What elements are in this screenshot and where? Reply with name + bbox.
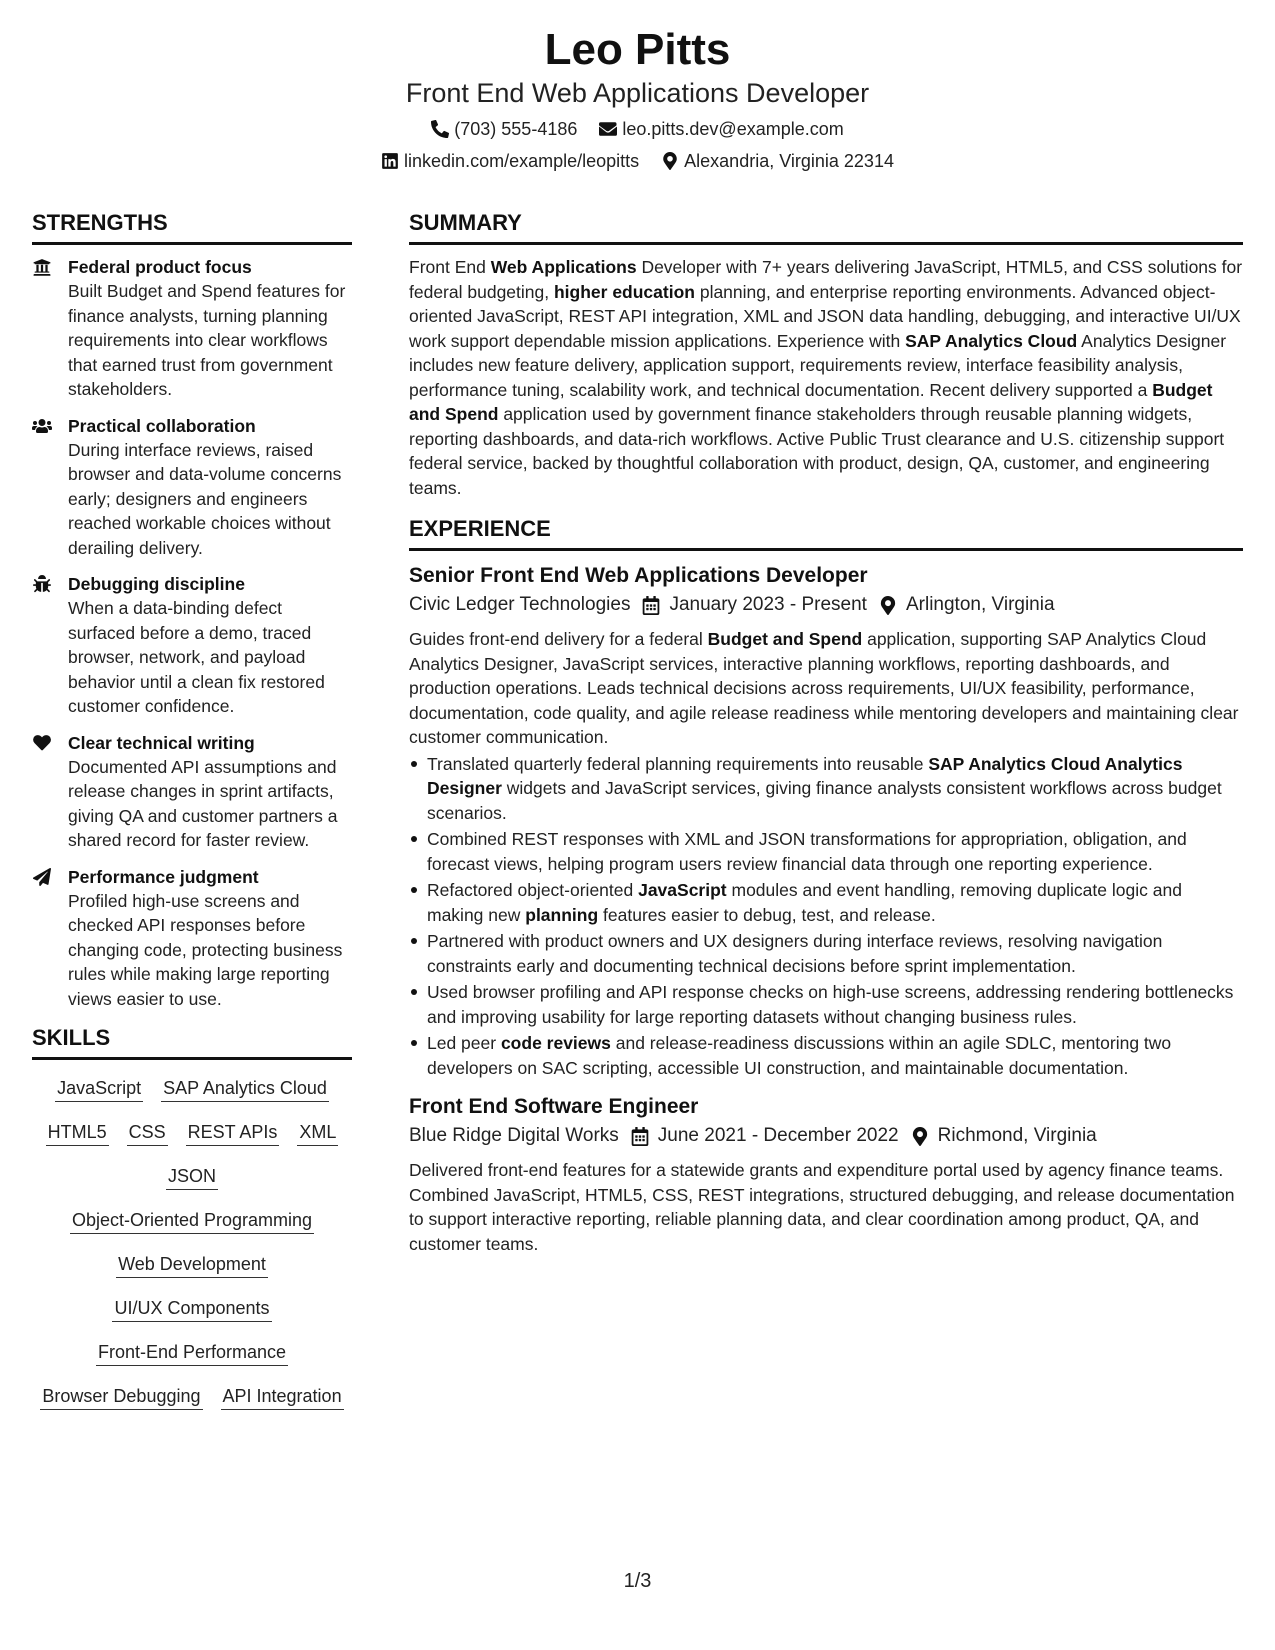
job-dates-text: January 2023 - Present — [669, 594, 867, 615]
skill-line — [32, 1208, 352, 1234]
strength-title: Federal product focus — [68, 257, 252, 277]
skill-line — [32, 1296, 352, 1322]
job-dates — [642, 591, 867, 619]
bold-keyword: higher education — [553, 281, 695, 302]
strength-body — [68, 731, 352, 853]
calendar-icon — [631, 1127, 649, 1146]
contact-row-2 — [0, 148, 1275, 174]
job-title: Front End Software Engineer — [409, 1095, 699, 1118]
skill-tag: REST APIs — [186, 1120, 280, 1146]
jobs-list — [409, 561, 1243, 1256]
job-bullet — [409, 827, 1243, 876]
strength-item — [32, 255, 352, 402]
linkedin-text: linkedin.com/example/leopitts — [404, 151, 640, 171]
job-title: Senior Front End Web Applications Developer — [409, 564, 868, 587]
strength-body — [68, 414, 352, 561]
strengths-list — [32, 255, 352, 1011]
text-run: Front End — [409, 257, 491, 277]
bold-keyword: code reviews — [500, 1033, 611, 1053]
skill-tag: API Integration — [221, 1384, 344, 1410]
page-number: 1/3 — [623, 1570, 652, 1592]
strength-description: Documented API assumptions and release changes in sprint artifacts, giving QA and customer partners a shared record for faster review. — [68, 756, 338, 850]
right-column — [409, 208, 1243, 1268]
job-bullet — [409, 929, 1243, 978]
text-run: Guides front-end delivery for a federal — [409, 629, 708, 649]
summary-heading: SUMMARY — [409, 208, 1243, 245]
job-location-text: Arlington, Virginia — [905, 594, 1055, 615]
strengths-heading: STRENGTHS — [32, 208, 352, 245]
skill-tag: Web Development — [116, 1252, 268, 1278]
bold-keyword: Budget and Spend — [409, 379, 1213, 424]
job-meta — [409, 591, 1243, 619]
skills-heading: SKILLS — [32, 1023, 352, 1060]
skill-tag: HTML5 — [46, 1120, 109, 1146]
skill-tag: SAP Analytics Cloud — [161, 1076, 329, 1102]
job-dates — [631, 1122, 899, 1150]
strength-description: During interface reviews, raised browser and data-volume concerns early; designers and engineers reached workable choices without derailing delivery. — [68, 439, 342, 558]
job-bullet — [409, 1031, 1243, 1080]
skill-line — [32, 1120, 352, 1146]
skill-tag: Object-Oriented Programming — [70, 1208, 314, 1234]
map-marker-icon — [879, 596, 897, 615]
strength-body — [68, 572, 352, 719]
text-run: widgets and JavaScript services, giving finance analysts consistent workflows across budget scenarios. — [427, 778, 1222, 823]
heart-icon — [32, 731, 54, 853]
strength-description: When a data-binding defect surfaced before a demo, traced browser, network, and payload behavior until a clean fix restored customer confidence. — [68, 598, 325, 716]
envelope-icon — [599, 120, 617, 138]
strength-item — [32, 572, 352, 719]
bold-keyword: Budget and Spend — [707, 629, 863, 649]
strength-item — [32, 414, 352, 561]
location-contact — [661, 148, 894, 174]
skill-tag: Front-End Performance — [96, 1340, 288, 1366]
strength-title: Clear technical writing — [68, 732, 255, 753]
skill-tag: JSON — [166, 1164, 218, 1190]
strength-title: Performance judgment — [68, 866, 259, 887]
job-location — [879, 591, 1055, 619]
skill-line — [32, 1340, 352, 1366]
strength-description: Built Budget and Spend features for finance analysts, turning planning requirements into clear workflows that earned trust from government stakeholders. — [68, 281, 346, 399]
left-column — [32, 208, 352, 1430]
strength-title: Practical collaboration — [68, 415, 256, 436]
text-run: Partnered with product owners and UX designers during interface reviews, resolving navigation constraints early and documenting technical decisions before sprint implementation. — [427, 931, 1163, 976]
text-run: features easier to debug, test, and release. — [598, 904, 936, 925]
location-text: Alexandria, Virginia 22314 — [684, 151, 894, 171]
bold-keyword: Web Applications — [490, 257, 637, 277]
strength-item — [32, 865, 352, 1012]
bank-icon — [32, 255, 54, 402]
skill-tag: UI/UX Components — [112, 1296, 271, 1322]
text-run: Used browser profiling and API response checks on high-use screens, addressing rendering bottlenecks and improving usability for large reporting datasets without changing business rules. — [427, 982, 1234, 1027]
bold-keyword: JavaScript — [638, 880, 727, 900]
company-name: Blue Ridge Digital Works — [409, 1125, 619, 1146]
bold-keyword: planning — [525, 904, 599, 925]
job-description — [409, 627, 1243, 750]
bold-keyword: SAP Analytics Cloud Analytics Designer — [427, 753, 1183, 798]
text-run: and release-readiness discussions within an agile SDLC, mentoring two developers on SAC scripting, accessible UI construction, and maintainable documentation. — [427, 1033, 1172, 1078]
company-name: Civic Ledger Technologies — [409, 594, 631, 615]
linkedin-icon — [381, 152, 399, 170]
skill-line — [32, 1076, 352, 1102]
map-marker-icon — [661, 152, 679, 170]
phone-icon — [431, 120, 449, 138]
text-run: modules and event handling, removing duplicate logic and making new — [427, 880, 1182, 925]
contact-row-1 — [0, 116, 1275, 142]
job-description — [409, 1158, 1243, 1256]
phone-contact[interactable] — [431, 116, 577, 142]
paper-plane-icon — [32, 865, 54, 1012]
strength-description: Profiled high-use screens and checked API responses before changing code, protecting business rules while making large reporting views easier to use. — [68, 890, 343, 1009]
text-run: Translated quarterly federal planning requirements into reusable — [427, 753, 929, 774]
skill-tag: XML — [297, 1120, 338, 1146]
job-entry — [409, 561, 1243, 1080]
text-run: application, supporting SAP Analytics Cloud Analytics Designer, JavaScript services, interactive planning workflows, reporting dashboards, and production operations. Leads technical decisions across requirements, UI/UX feasibility, performance, documentation, code quality, and agile release readiness while mentoring developers and maintaining clear customer communication. — [409, 629, 1239, 747]
strength-body — [68, 255, 352, 402]
text-run: Combined REST responses with XML and JSON transformations for appropriation, obligation, and forecast views, helping program users review financial data through one reporting experience. — [427, 829, 1187, 874]
bug-icon — [32, 572, 54, 719]
text-run: application used by government finance stakeholders through reusable planning widgets, reporting dashboards, and data-rich workflows. Active Public Trust clearance and U.S. citizenship support federal service, backed by thoughtful collaboration with product, design, QA, customer, and engineering teams. — [409, 404, 1225, 498]
email-text: leo.pitts.dev@example.com — [622, 119, 844, 139]
calendar-icon — [642, 596, 660, 615]
job-meta — [409, 1122, 1243, 1150]
text-run: Delivered front-end features for a statewide grants and expenditure portal used by agency finance teams. Combined JavaScript, HTML5, CSS, REST integrations, structured debugging, and release documentation to support interactive reporting, reliable planning data, and clear coordination among product, QA, and customer teams. — [409, 1160, 1235, 1254]
strength-title: Debugging discipline — [68, 574, 245, 594]
job-entry — [409, 1092, 1243, 1256]
job-bullet — [409, 980, 1243, 1029]
resume-header — [0, 24, 1275, 174]
text-run: planning, and enterprise reporting environments. Advanced object-oriented JavaScript, REST API integration, XML and JSON data handling, debugging, and interactive UI/UX work support dependable mission applications. Experience with — [409, 281, 1241, 351]
map-marker-icon — [911, 1127, 929, 1146]
skill-line — [32, 1384, 352, 1410]
skill-line — [32, 1164, 352, 1190]
text-run: Analytics Designer includes new feature delivery, application support, requirements review, interface feasibility analysis, performance tuning, scalability work, and technical documentation. Recent delivery supported a — [409, 330, 1227, 400]
skill-tag: CSS — [127, 1120, 168, 1146]
bold-keyword: SAP Analytics Cloud — [905, 330, 1078, 351]
strength-body — [68, 865, 352, 1012]
text-run: Refactored object-oriented — [427, 880, 639, 900]
job-location — [911, 1122, 1097, 1150]
experience-heading: EXPERIENCE — [409, 514, 1243, 551]
job-bullet — [409, 878, 1243, 927]
job-bullets — [409, 752, 1243, 1081]
users-icon — [32, 414, 54, 561]
text-run: Led peer — [427, 1033, 501, 1053]
candidate-name: Leo Pitts — [544, 25, 731, 74]
skill-tag: Browser Debugging — [40, 1384, 202, 1410]
candidate-title: Front End Web Applications Developer — [405, 78, 870, 108]
email-contact[interactable] — [599, 116, 843, 142]
skills-list — [32, 1074, 352, 1430]
text-run: Developer with 7+ years delivering JavaScript, HTML5, and CSS solutions for federal budgeting, — [409, 257, 1243, 302]
job-dates-text: June 2021 - December 2022 — [657, 1125, 899, 1146]
job-location-text: Richmond, Virginia — [937, 1125, 1097, 1146]
skill-line — [32, 1252, 352, 1278]
linkedin-contact[interactable] — [381, 148, 639, 174]
strength-item — [32, 731, 352, 853]
skill-tag: JavaScript — [55, 1076, 143, 1102]
summary-text — [409, 255, 1243, 500]
phone-text: (703) 555-4186 — [454, 119, 578, 139]
job-bullet — [409, 752, 1243, 826]
